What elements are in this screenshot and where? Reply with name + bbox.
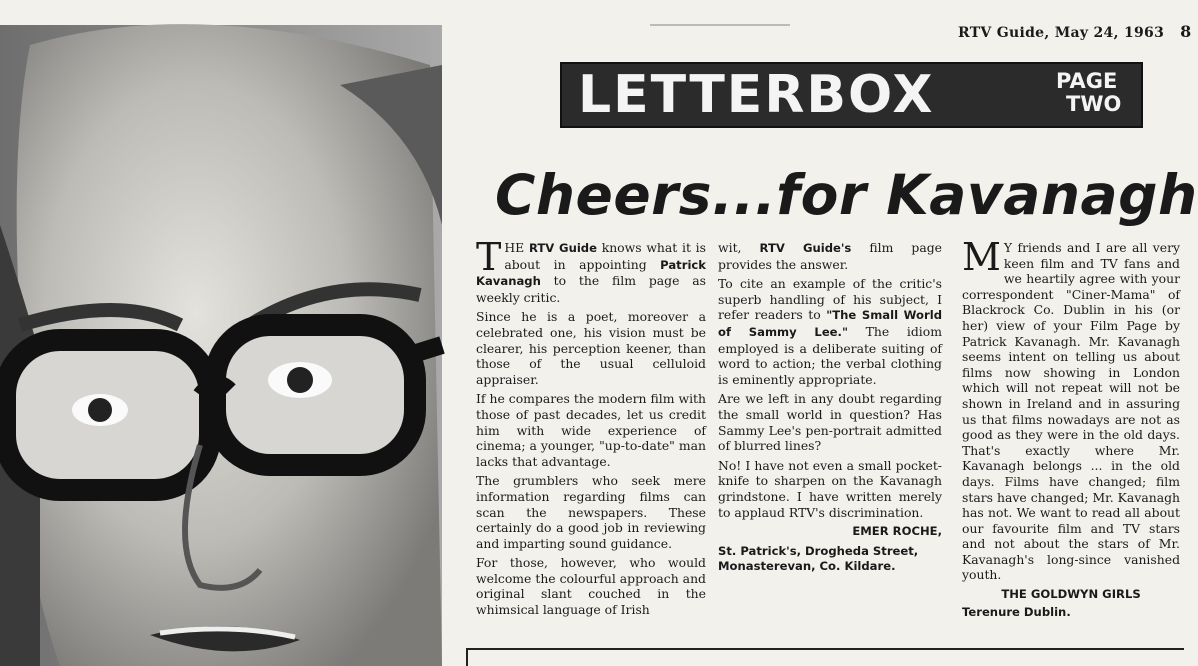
letter2-body	[962, 235, 1180, 583]
letter1-signature: EMER ROCHE,	[852, 524, 942, 539]
portrait-illustration	[0, 25, 442, 666]
text-run: To cite an example of the critic's superb handling of his subject, I refer readers to	[718, 276, 942, 323]
letterbox-banner	[560, 62, 1143, 128]
text-run: wit,	[718, 240, 760, 255]
bold-run: Patrick Kavanagh	[476, 257, 706, 289]
letter2-address: Terenure Dublin.	[962, 604, 1071, 619]
column-1	[476, 235, 706, 622]
letter1-paragraph-9: No! I have not even a small pocket-knife to sharpen on the Kavanagh grindstone. I have written merely to applaud RTV's discrimination.	[718, 457, 942, 520]
letter1-paragraph-3: If he compares the modern film with those of past decades, let us credit him with wide experience of cinema; a younger, "up-to-date" man lacks that advantage.	[476, 391, 706, 469]
column-3	[962, 235, 1180, 624]
publication-dateline: RTV Guide, May 24, 1963	[958, 25, 1165, 41]
drop-cap: T	[476, 235, 502, 279]
banner-sub-line1: PAGE	[1056, 69, 1118, 93]
banner-subtitle	[1056, 70, 1121, 116]
text-run: knows what it is about in appointing	[504, 240, 706, 272]
letter1-paragraph-5: For those, however, who would welcome the colourful approach and original slant couched in the whimsical language of Irish	[476, 555, 706, 618]
letter1-paragraph-6	[718, 240, 942, 272]
banner-sub-line2: TWO	[1066, 92, 1122, 116]
column-2	[718, 240, 942, 579]
text-run: to the film page as weekly critic.	[476, 273, 706, 305]
drop-cap: M	[962, 235, 1001, 279]
text-run: HE	[504, 240, 529, 255]
top-rule	[650, 24, 790, 26]
text-run: The idiom employed is a deliberate suiting of word to action; the verbal clothing is eminently appropriate.	[718, 323, 942, 387]
bold-run: RTV Guide's	[759, 241, 852, 255]
letter1-address: St. Patrick's, Drogheda Street, Monasterevan, Co. Kildare.	[718, 543, 919, 574]
text-run: film page provides the answer.	[718, 240, 942, 272]
letter2-signature: THE GOLDWYN GIRLS	[1001, 587, 1141, 602]
bold-run: RTV Guide	[528, 241, 597, 255]
text-run: Y friends and I are all very keen film and TV fans and we heartily agree with your correspondent "Ciner-Mama" of Blackrock Co. Dublin in his (or her) view of your Film Page by Patrick Kavanagh. Mr. Kavanagh seems intent on telling us about films now showing in London which will not repeat will not be shown in Ireland and in assuring us that films nowadays are not as good as they were in the old days. That's exactly where Mr. Kavanagh belongs ... in the old days. Films have changed; film stars have changed; Mr. Kavanagh has not. We want to read all about our favourite film and TV stars and not about the stars of Mr. Kavanagh's long-since vanished youth.	[962, 240, 1180, 583]
bottom-frame-rule	[466, 648, 1184, 650]
letter1-paragraph-8: Are we left in any doubt regarding the small world in question? Has Sammy Lee's pen-portrait admitted of blurred lines?	[718, 391, 942, 454]
letter1-paragraph-4: The grumblers who seek mere information regarding films can scan the newspapers. These certainly do a good job in reviewing and imparting sound guidance.	[476, 473, 706, 551]
page-number: 8	[1180, 22, 1192, 41]
banner-title: LETTERBOX	[578, 65, 935, 125]
page-header	[958, 22, 1192, 41]
article-headline: Cheers...for Kavanagh	[495, 163, 1198, 227]
letter1-paragraph-2: Since he is a poet, moreover a celebrated one, his vision must be clearer, his perception keener, than those of the usual celluloid appraiser.	[476, 309, 706, 387]
letter1-paragraph-1	[476, 235, 706, 305]
portrait-photo	[0, 25, 442, 666]
letter1-paragraph-7	[718, 276, 942, 387]
bold-run: "The Small World of Sammy Lee."	[718, 308, 943, 339]
bottom-frame-corner	[466, 648, 468, 666]
